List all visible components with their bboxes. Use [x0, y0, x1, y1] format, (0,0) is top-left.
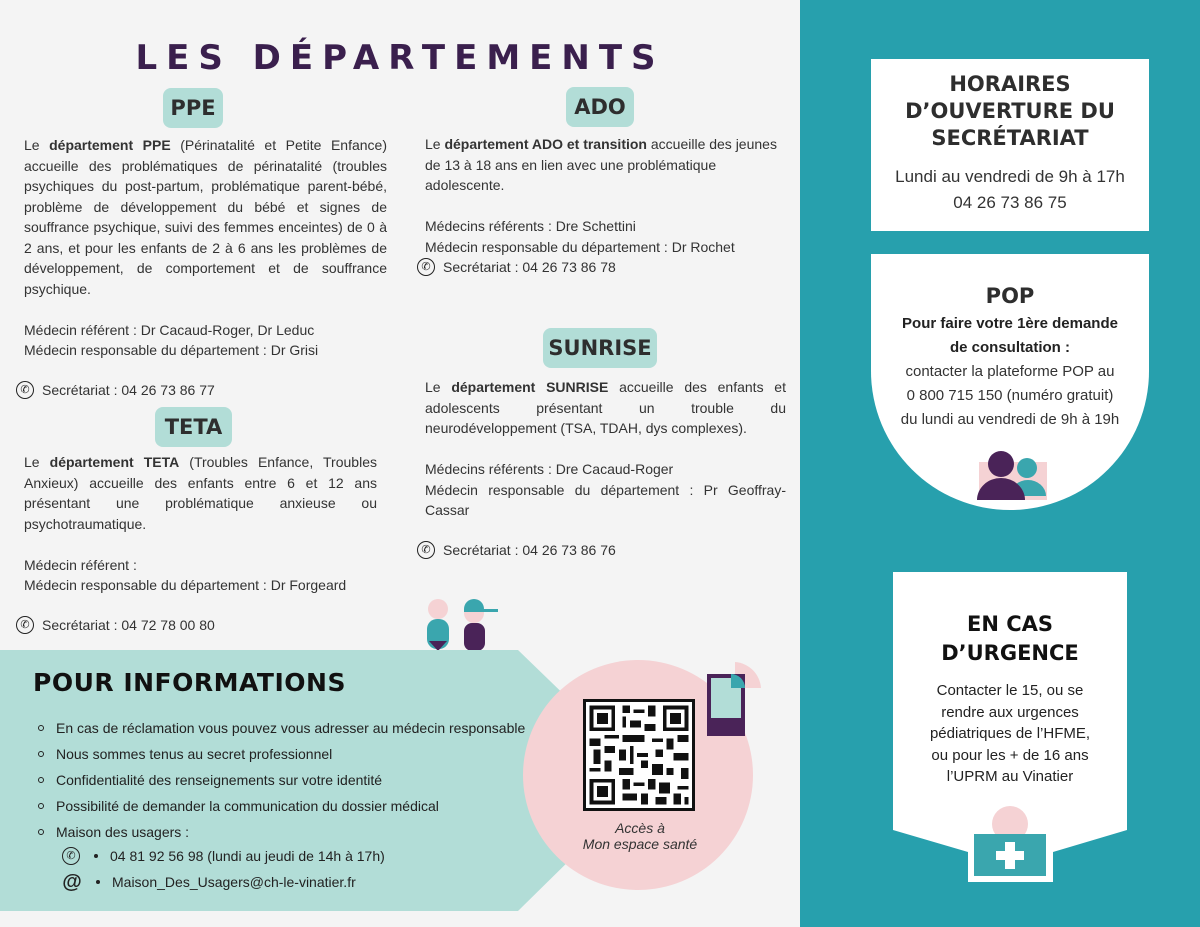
dept-ppe-responsable: Médecin responsable du département : Dr Grisi [24, 342, 319, 358]
bullet-icon [38, 777, 44, 783]
cap-icon [464, 599, 498, 612]
maison-phone[interactable] [62, 843, 385, 869]
pop-body: contacter la plateforme POP au 0 800 715 150 (numéro gratuit) du lundi au vendredi de 9h à 19h [871, 360, 1149, 432]
secretariat-label: Secrétariat : 04 26 73 86 78 [443, 259, 616, 275]
tag-ppe: PPE [163, 88, 223, 128]
urgence-body: Contacter le 15, ou se rendre aux urgences pédiatriques de l’HFME, ou pour les + de 16 ans l’UPRM au Vinatier [929, 682, 1091, 785]
bullet-icon [38, 725, 44, 731]
urgence-box [893, 572, 1127, 788]
phone-icon: ✆ [16, 381, 34, 399]
dept-ppe-text [24, 135, 387, 361]
qr-caption: Accès à Mon espace santé [582, 820, 698, 852]
maison-email-label: Maison_Des_Usagers@ch-le-vinatier.fr [112, 874, 356, 890]
child-body [464, 623, 485, 651]
dept-teta-referent: Médecin référent : [24, 556, 137, 573]
dept-ppe-referent: Médecin référent : Dr Cacaud-Roger, Dr Leduc [24, 321, 315, 338]
qr-code[interactable] [583, 699, 695, 811]
dept-teta-text [24, 452, 377, 596]
pop-title: POP [985, 284, 1035, 308]
dept-ado-text [425, 134, 787, 257]
dept-sunrise-secretariat[interactable] [417, 541, 616, 559]
pop-phone[interactable]: 0 800 715 150 (numéro gratuit) [906, 387, 1114, 404]
dept-teta-responsable: Médecin responsable du département : Dr Forgeard [24, 577, 347, 593]
list-item: Maison des usagers : [38, 819, 525, 845]
horaires-title: HORAIRES D’OUVERTURE DU SECRÉTARIAT [905, 72, 1115, 150]
horaires-hours: Lundi au vendredi de 9h à 17h [895, 167, 1125, 186]
dept-teta-intro: Le département TETA (Troubles Enfance, Troubles Anxieux) accueille des enfants entre 6 et 12 ans présentant une problématique anxieuse ou psychotraumatique. [24, 454, 377, 532]
maison-usagers-contacts [62, 843, 385, 895]
tag-ado: ADO [566, 87, 634, 127]
dept-sunrise-text [425, 377, 786, 521]
list-item: Possibilité de demander la communication du dossier médical [38, 793, 525, 819]
list-item: En cas de réclamation vous pouvez vous adresser au médecin responsable [38, 715, 525, 741]
pop-bold-line: Pour faire votre 1ère demande de consultation : [902, 315, 1118, 356]
list-item: Nous sommes tenus au secret professionnel [38, 741, 525, 767]
dept-teta-secretariat[interactable] [16, 616, 215, 634]
child-head [428, 599, 448, 619]
horaires-box [871, 59, 1149, 231]
phone-icon: ✆ [417, 541, 435, 559]
list-item: Confidentialité des renseignements sur votre identité [38, 767, 525, 793]
urgence-title: EN CAS D’URGENCE [941, 612, 1079, 665]
dept-sunrise-intro: Le département SUNRISE accueille des enfants et adolescents présentant un trouble du neurodéveloppement (TSA, TDAH, dys complexes). [425, 379, 786, 436]
secretariat-label: Secrétariat : 04 72 78 00 80 [42, 617, 215, 633]
bullet-icon [38, 829, 44, 835]
info-list [38, 715, 525, 845]
maison-email[interactable] [62, 869, 385, 895]
children-illustration [420, 595, 505, 655]
phone-device-icon [705, 660, 763, 740]
secretariat-label: Secrétariat : 04 26 73 86 77 [42, 382, 215, 398]
dept-ado-secretariat[interactable] [417, 258, 616, 276]
dept-sunrise-referent: Médecins référents : Dre Cacaud-Roger [425, 461, 674, 477]
info-title: POUR INFORMATIONS [33, 668, 346, 697]
people-icon [976, 450, 1048, 502]
phone-icon: ✆ [16, 616, 34, 634]
secretariat-label: Secrétariat : 04 26 73 86 76 [443, 542, 616, 558]
bullet-icon [96, 880, 100, 884]
email-at-icon: @ [62, 870, 82, 893]
tag-sunrise: SUNRISE [543, 328, 657, 368]
bullet-icon [38, 803, 44, 809]
bullet-icon [38, 751, 44, 757]
tag-teta: TETA [155, 407, 232, 447]
bullet-icon [94, 854, 98, 858]
dept-ado-referent: Médecins référents : Dre Schettini [425, 218, 636, 234]
dept-sunrise-responsable: Médecin responsable du département : Pr Geoffray-Cassar [425, 481, 786, 518]
phone-icon: ✆ [417, 258, 435, 276]
horaires-phone[interactable]: 04 26 73 86 75 [953, 193, 1067, 212]
dept-ado-responsable: Médecin responsable du département : Dr Rochet [425, 238, 735, 255]
phone-icon: ✆ [62, 847, 80, 865]
page-title: LES DÉPARTEMENTS [135, 38, 665, 78]
dept-ado-intro: Le département ADO et transition accueille des jeunes de 13 à 18 ans en lien avec une problématique adolescente. [425, 136, 777, 193]
maison-phone-label: 04 81 92 56 98 (lundi au jeudi de 14h à 17h) [110, 848, 385, 864]
dept-ppe-intro: Le département PPE (Périnatalité et Petite Enfance) accueille des problématiques de périnatalité (troubles psychiques du post-partum, problématique parent-bébé, problème de développement du bébé et signes de souffrance psychique, suivi des femmes enceintes) de 0 à 2 ans, et pour les enfants de 2 à 6 ans les problèmes de développement, de comportement et de souffrance psychique. [24, 137, 387, 297]
dept-ppe-secretariat[interactable] [16, 381, 215, 399]
